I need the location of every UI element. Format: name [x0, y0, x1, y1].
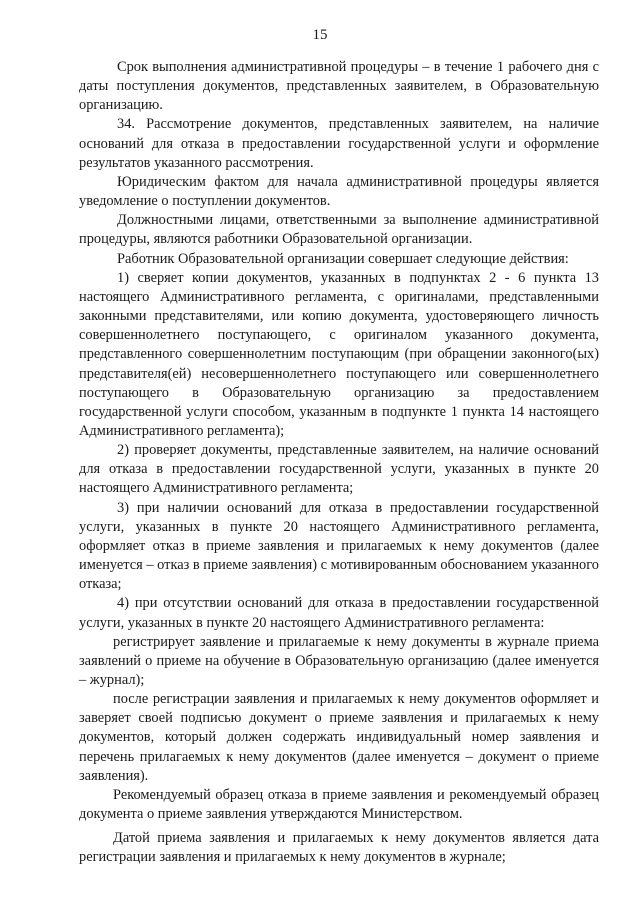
- paragraph-actions-intro: Работник Образовательной организации совершает следующие действия:: [117, 250, 569, 267]
- paragraph-item-34: 34. Рассмотрение документов, представленных заявителем, на наличие оснований для отказа в предоставлении государственной услуги и оформление результатов указанного рассмотрения.: [79, 116, 599, 171]
- paragraph-acceptance-date: Датой приема заявления и прилагаемых к нему документов является дата регистрации заявления и прилагаемых к нему документов в журнале;: [79, 830, 599, 866]
- list-item-4: 4) при отсутствии оснований для отказа в предоставлении государственной услуги, указанных в пункте 20 настоящего Административного регламента:: [79, 595, 599, 631]
- list-item-3: 3) при наличии оснований для отказа в предоставлении государственной услуги, указанных в пункте 20 настоящего Административного регламента, оформляет отказ в приеме заявления и прилагаемых к нему документов (далее именуется – отказ в приеме заявления) с мотивированным обоснованием указанного отказа;: [79, 499, 599, 593]
- sub-item-registers: регистрирует заявление и прилагаемые к нему документы в журнале приема заявлений о приеме на обучение в Образовательную организацию (далее именуется – журнал);: [79, 633, 599, 688]
- page-number: 15: [312, 27, 328, 43]
- list-item-1: 1) сверяет копии документов, указанных в подпунктах 2 - 6 пункта 13 настоящего Административного регламента, с оригиналами, представленными законными представителями, или копию документа, удостоверяющего личность совершеннолетнего поступающего, с оригиналом указанного документа, представленного совершеннолетним поступающим (при обращении законного(ых) представителя(ей) несовершеннолетнего поступающего или совершеннолетнего поступающего в Образовательную организацию за предоставлением государственной услуги способом, указанным в подпункте 1 пункта 14 настоящего Административного регламента);: [79, 269, 599, 439]
- paragraph-deadline: Срок выполнения административной процедуры – в течение 1 рабочего дня с даты поступления документов, представленных заявителем, в Образовательную организацию.: [79, 59, 599, 114]
- list-item-2: 2) проверяет документы, представленные заявителем, на наличие оснований для отказа в предоставлении государственной услуги, указанных в пункте 20 настоящего Административного регламента;: [79, 442, 599, 497]
- sub-item-after-registration: после регистрации заявления и прилагаемых к нему документов оформляет и заверяет своей подписью документ о приеме заявления и прилагаемых к нему документов, который должен содержать индивидуальный номер заявления и перечень прилагаемых к нему документов (далее именуется – документ о приеме заявления).: [79, 691, 599, 784]
- document-body: [79, 58, 599, 868]
- paragraph-legal-fact: Юридическим фактом для начала административной процедуры является уведомление о поступлении документов.: [79, 173, 599, 210]
- paragraph-recommended-form: Рекомендуемый образец отказа в приеме заявления и рекомендуемый образец документа о приеме заявления утверждаются Министерством.: [79, 786, 599, 823]
- paragraph-responsible-officials: Должностными лицами, ответственными за выполнение административной процедуры, являются работники Образовательной организации.: [79, 212, 599, 248]
